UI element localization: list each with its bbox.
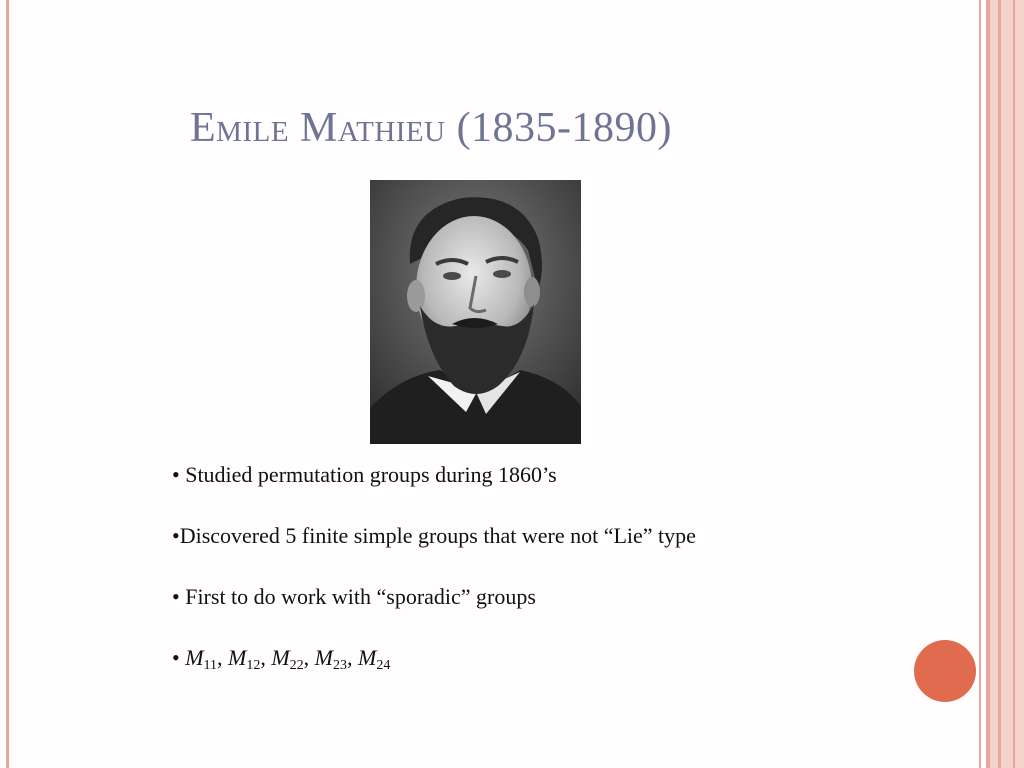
mathieu-group-list: $M_{11}$, $M_{12}$, $M_{22}$, $M_{23}$, $M_{24}$ [185, 645, 391, 673]
group-subscript: 24 [376, 658, 391, 673]
group-symbol: M [271, 645, 290, 670]
group-subscript: 23 [333, 658, 347, 673]
mathieu-group-M23 [314, 645, 347, 673]
bullet-item: • First to do work with “sporadic” groups [172, 584, 536, 609]
bullet-marker: • [172, 645, 186, 670]
right-border-stripe [1015, 0, 1024, 768]
group-subscript: 11 [203, 658, 218, 673]
portrait-photo [370, 180, 581, 444]
bullet-list [172, 460, 832, 673]
mathieu-groups-bullet [172, 643, 832, 673]
right-border-stripe [1001, 0, 1013, 768]
group-symbol: M [314, 645, 333, 670]
mathieu-group-M22 [271, 645, 304, 673]
mathieu-group-M11 [185, 645, 218, 673]
group-symbol: M [358, 645, 377, 670]
bullet-item: • Studied permutation groups during 1860’s [172, 462, 557, 487]
group-symbol: M [185, 645, 204, 670]
mathieu-group-M24 [358, 645, 391, 673]
accent-circle [914, 640, 976, 702]
group-subscript: 22 [289, 658, 304, 673]
bullet-item: •Discovered 5 finite simple groups that were not “Lie” type [172, 523, 696, 548]
group-symbol: M [228, 645, 247, 670]
left-border-line [6, 0, 9, 768]
mathieu-group-M12 [228, 645, 261, 673]
right-border-stripe [979, 0, 981, 768]
slide-title: Emile Mathieu (1835-1890) [190, 105, 673, 151]
right-border-stripe [990, 0, 998, 768]
group-subscript: 12 [246, 658, 261, 673]
